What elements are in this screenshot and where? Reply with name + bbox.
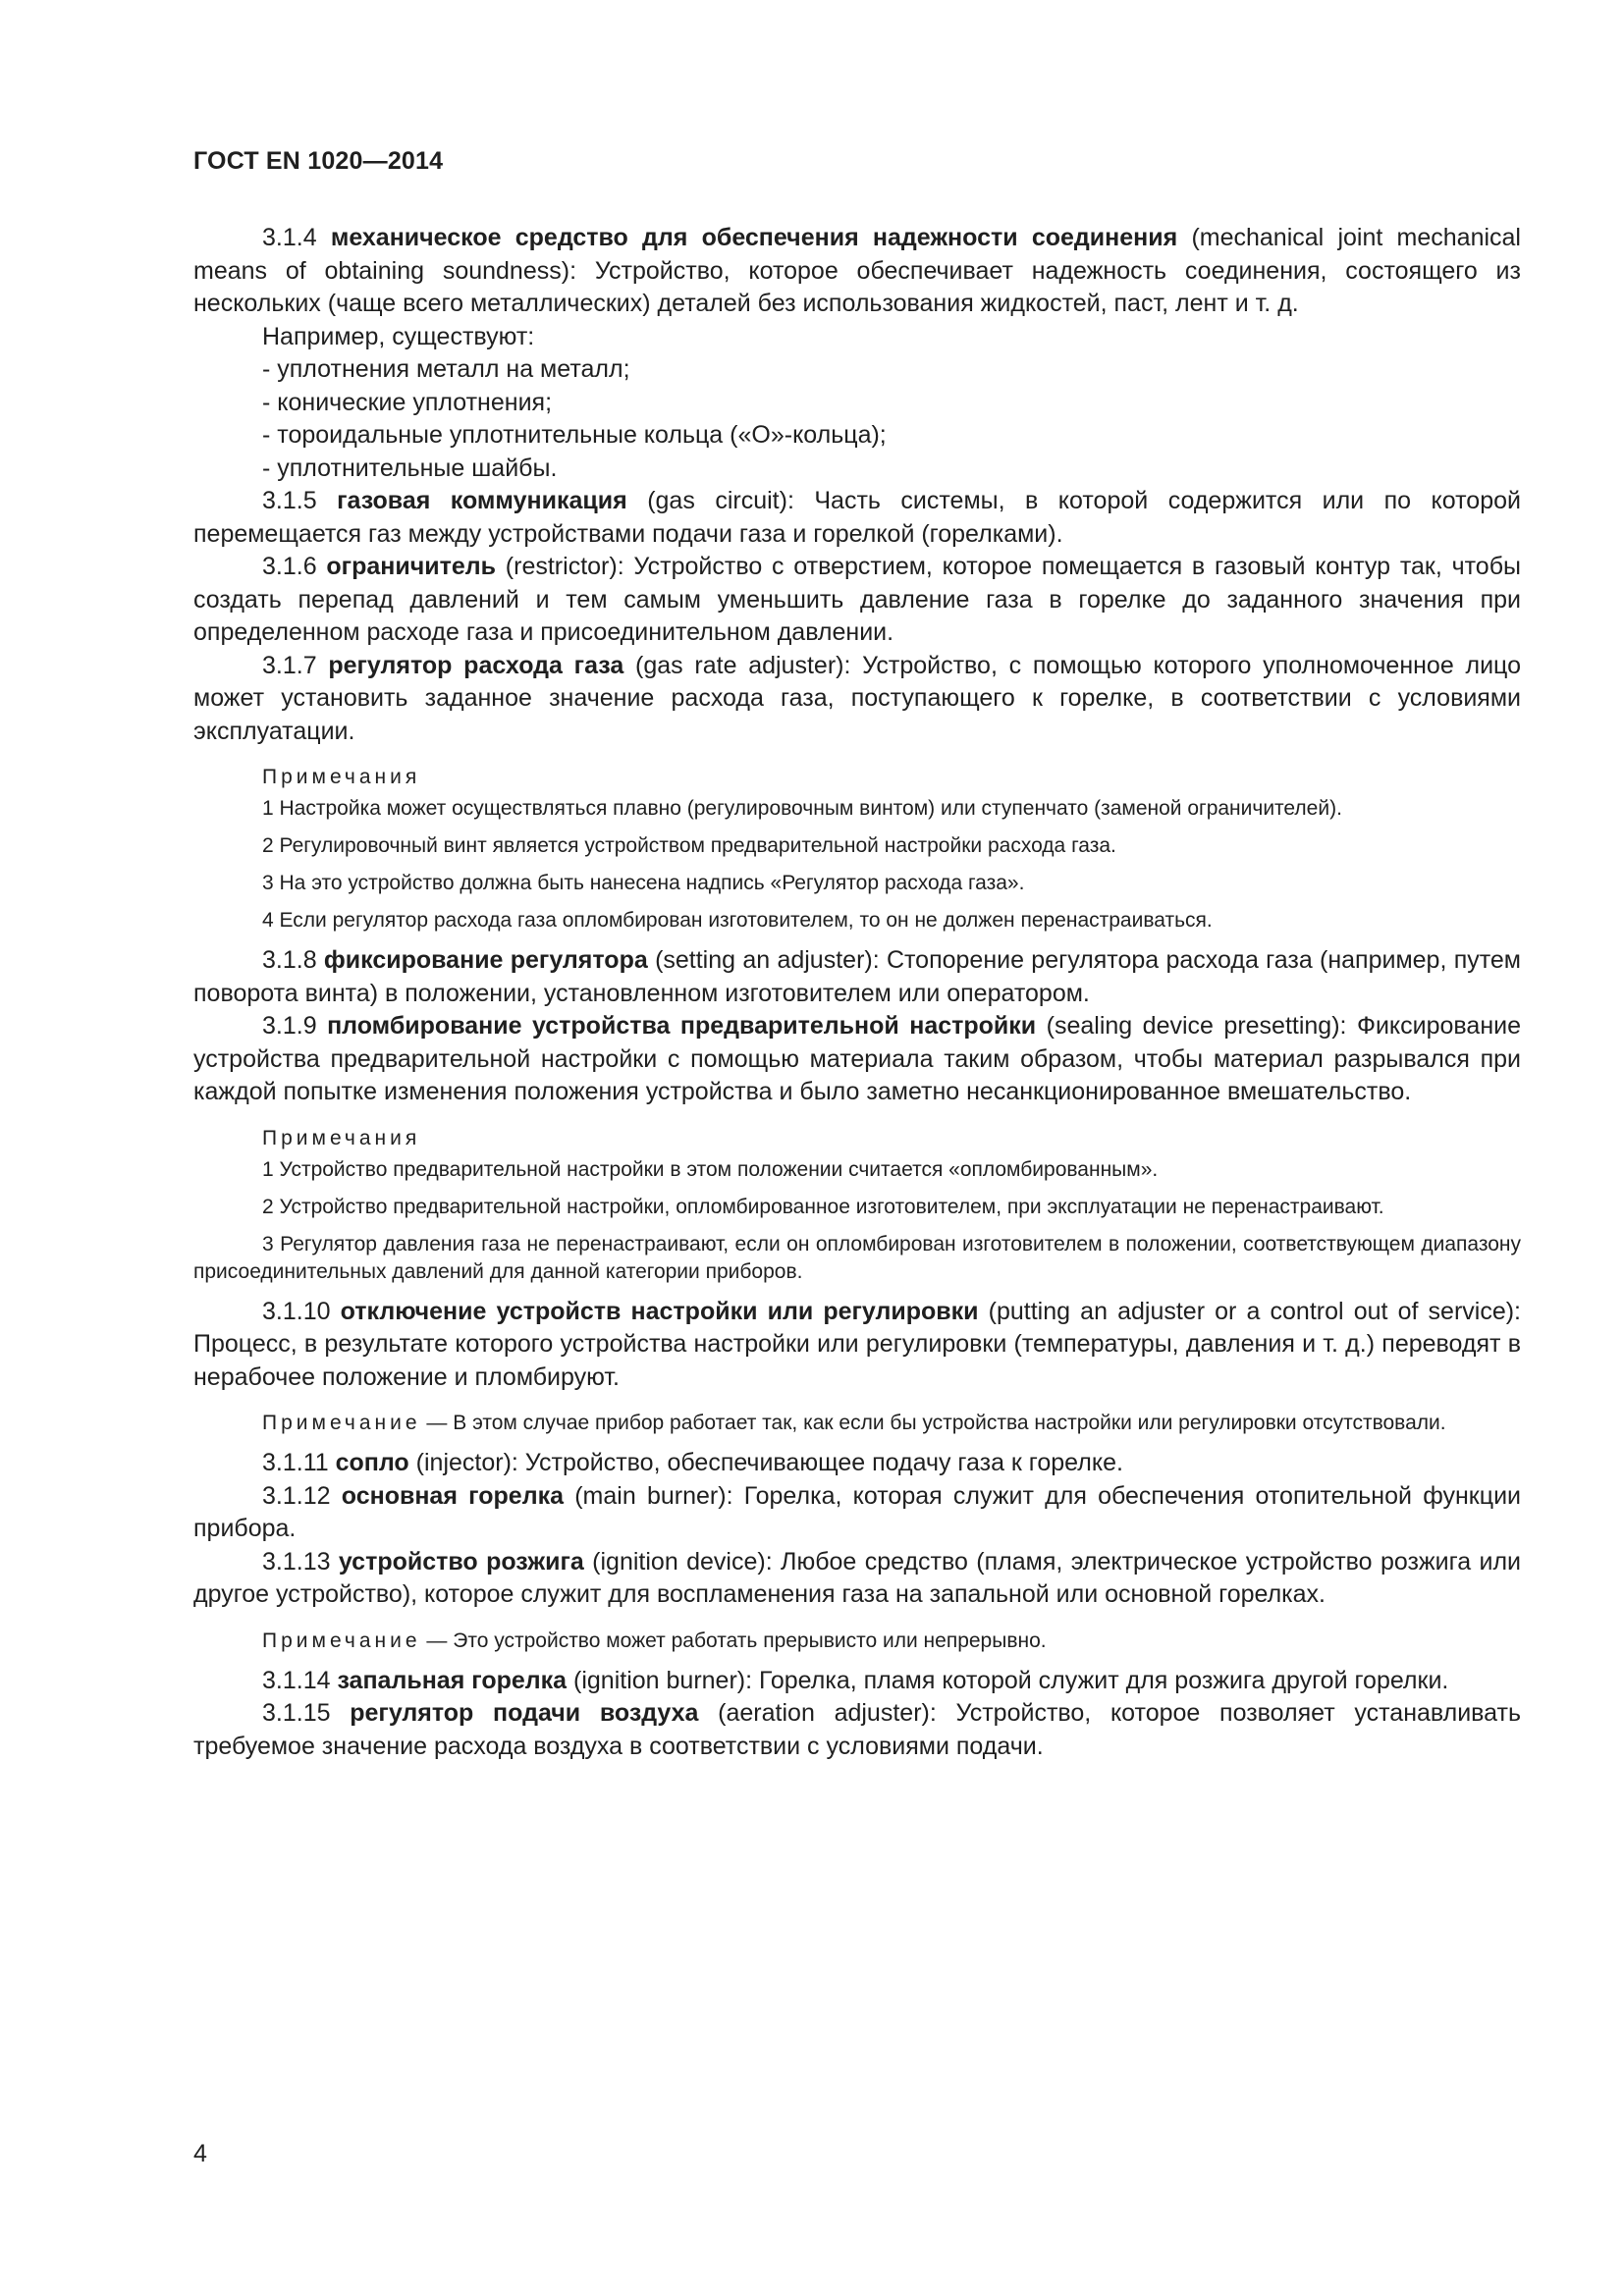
clause-text: (sealing device presetting): Фиксирование устройства предварительной настройки с помощью материала таким образом, чтобы материал разрывался при каждой попытке изменения положения устройства и было заметно несанкционированное вмешательство. — [193, 1012, 1521, 1105]
clause-text: (restrictor): Устройство с отверстием, которое помещается в газовый контур так, чтобы создать перепад давлений и тем самым уменьшить давление газа в горелке до заданного значения при определенном расходе газа и присоединительном давлении. — [193, 553, 1521, 646]
note-item: 2 Регулировочный винт является устройством предварительной настройки расхода газа. — [262, 834, 1116, 857]
clause-3-1-4 — [193, 222, 1521, 321]
clause-text: (aeration adjuster): Устройство, которое позволяет устанавливать требуемое значение расхода воздуха в соответствии с условиями подачи. — [193, 1699, 1521, 1760]
clause-3-1-11 — [193, 1447, 1521, 1480]
clause-3-1-9 — [193, 1010, 1521, 1109]
clause-3-1-5 — [193, 485, 1521, 551]
note-item: 4 Если регулятор расхода газа опломбирован изготовителем, то он не должен перенастраиваться. — [262, 909, 1213, 932]
clause-3-1-14 — [193, 1665, 1521, 1698]
clause-number: 3.1.10 — [262, 1297, 341, 1325]
notes-heading: Примечания — [262, 766, 421, 788]
clause-3-1-6 — [193, 551, 1521, 650]
clause-term: сопло — [335, 1449, 409, 1476]
note-single — [193, 1410, 1521, 1437]
clause-number: 3.1.4 — [262, 224, 331, 251]
clause-text: (gas circuit): Часть системы, в которой содержится или по которой перемещается газ между устройствами подачи газа и горелкой (горелками). — [193, 487, 1521, 548]
clause-text: (ignition device): Любое средство (пламя, электрическое устройство розжига или другое устройство), которое служит для воспламенения газа на запальной или основной горелках. — [193, 1547, 1521, 1608]
clause-text: (putting an adjuster or a control out of service): Процесс, в результате которого устройства настройки или регулировки (температуры, давления и т. д.) переводят в нерабочее положение и пломбируют. — [193, 1297, 1521, 1391]
note-item: 3 Регулятор давления газа не перенастраивают, если он опломбирован изготовителем в положении, соответствующем диапазону присоединительных давлений для данной категории приборов. — [193, 1232, 1521, 1283]
clause-text: (injector): Устройство, обеспечивающее подачу газа к горелке. — [408, 1449, 1123, 1476]
clause-number: 3.1.15 — [262, 1699, 351, 1727]
note-item: 3 На это устройство должна быть нанесена надпись «Регулятор расхода газа». — [262, 872, 1025, 894]
clause-term: газовая коммуникация — [337, 487, 627, 514]
clause-text: (setting an adjuster): Стопорение регулятора расхода газа (например, путем поворота винта) в положении, установленном изготовителем или оператором. — [193, 946, 1521, 1007]
clause-term: отключение устройств настройки или регулировки — [340, 1297, 979, 1325]
page-body — [193, 222, 1521, 1763]
note-single — [193, 1628, 1521, 1655]
clause-number: 3.1.14 — [262, 1666, 338, 1694]
list-item: - уплотнения металл на металл; — [262, 355, 630, 383]
clause-3-1-13 — [193, 1546, 1521, 1612]
clause-3-1-8 — [193, 944, 1521, 1010]
clause-number: 3.1.9 — [262, 1012, 328, 1040]
clause-text: (mechanical joint mechanical means of obtaining soundness): Устройство, которое обеспечивает надежность соединения, состоящего из нескольких (чаще всего металлических) деталей без использования жидкостей, паст, лент и т. д. — [193, 224, 1521, 317]
clause-term: механическое средство для обеспечения надежности соединения — [330, 224, 1178, 251]
clause-3-1-15 — [193, 1697, 1521, 1763]
clause-term: устройство розжига — [338, 1547, 584, 1575]
clause-term: регулятор подачи воздуха — [350, 1699, 699, 1727]
clause-term: запальная горелка — [337, 1666, 568, 1694]
clause-text: (ignition burner): Горелка, пламя которой служит для розжига другой горелки. — [567, 1666, 1449, 1694]
clause-number: 3.1.8 — [262, 946, 324, 974]
clause-number: 3.1.11 — [262, 1449, 336, 1476]
note-label: Примечание — [262, 1412, 421, 1434]
document-header: ГОСТ EN 1020—2014 — [193, 147, 444, 175]
clause-term: регулятор расхода газа — [328, 651, 624, 679]
clause-number: 3.1.6 — [262, 553, 327, 580]
list-item: - тороидальные уплотнительные кольца («О»-кольца); — [262, 421, 887, 449]
clause-term: ограничитель — [326, 553, 497, 580]
clause-3-1-7 — [193, 650, 1521, 749]
clause-term: фиксирование регулятора — [323, 946, 648, 974]
clause-term: основная горелка — [341, 1481, 564, 1510]
clause-number: 3.1.13 — [262, 1547, 339, 1575]
note-item: 1 Настройка может осуществляться плавно (регулировочным винтом) или ступенчато (заменой ограничителей). — [262, 797, 1342, 820]
list-item: - конические уплотнения; — [262, 388, 553, 416]
clause-number: 3.1.7 — [262, 651, 329, 679]
clause-3-1-10 — [193, 1296, 1521, 1395]
list-item: - уплотнительные шайбы. — [262, 454, 558, 482]
clause-text: (gas rate adjuster): Устройство, с помощью которого уполномоченное лицо может установить заданное значение расхода газа, поступающего к горелке, в соответствии с условиями эксплуатации. — [193, 651, 1521, 745]
clause-number: 3.1.12 — [262, 1481, 342, 1510]
note-text: — В этом случае прибор работает так, как если бы устройства настройки или регулировки отсутствовали. — [420, 1412, 1446, 1434]
clause-text: (main burner): Горелка, которая служит для обеспечения отопительной функции прибора. — [193, 1481, 1521, 1542]
note-text: — Это устройство может работать прерывисто или непрерывно. — [420, 1629, 1047, 1652]
note-item: 2 Устройство предварительной настройки, опломбированное изготовителем, при эксплуатации не перенастраивают. — [262, 1195, 1384, 1218]
clause-3-1-12 — [193, 1480, 1521, 1546]
list-intro: Например, существуют: — [262, 322, 535, 350]
clause-term: пломбирование устройства предварительной настройки — [327, 1012, 1037, 1040]
clause-number: 3.1.5 — [262, 487, 338, 514]
notes-heading: Примечания — [262, 1126, 421, 1149]
page-number: 4 — [193, 2140, 207, 2167]
note-item: 1 Устройство предварительной настройки в этом положении считается «опломбированным». — [262, 1157, 1159, 1181]
note-label: Примечание — [262, 1629, 421, 1652]
